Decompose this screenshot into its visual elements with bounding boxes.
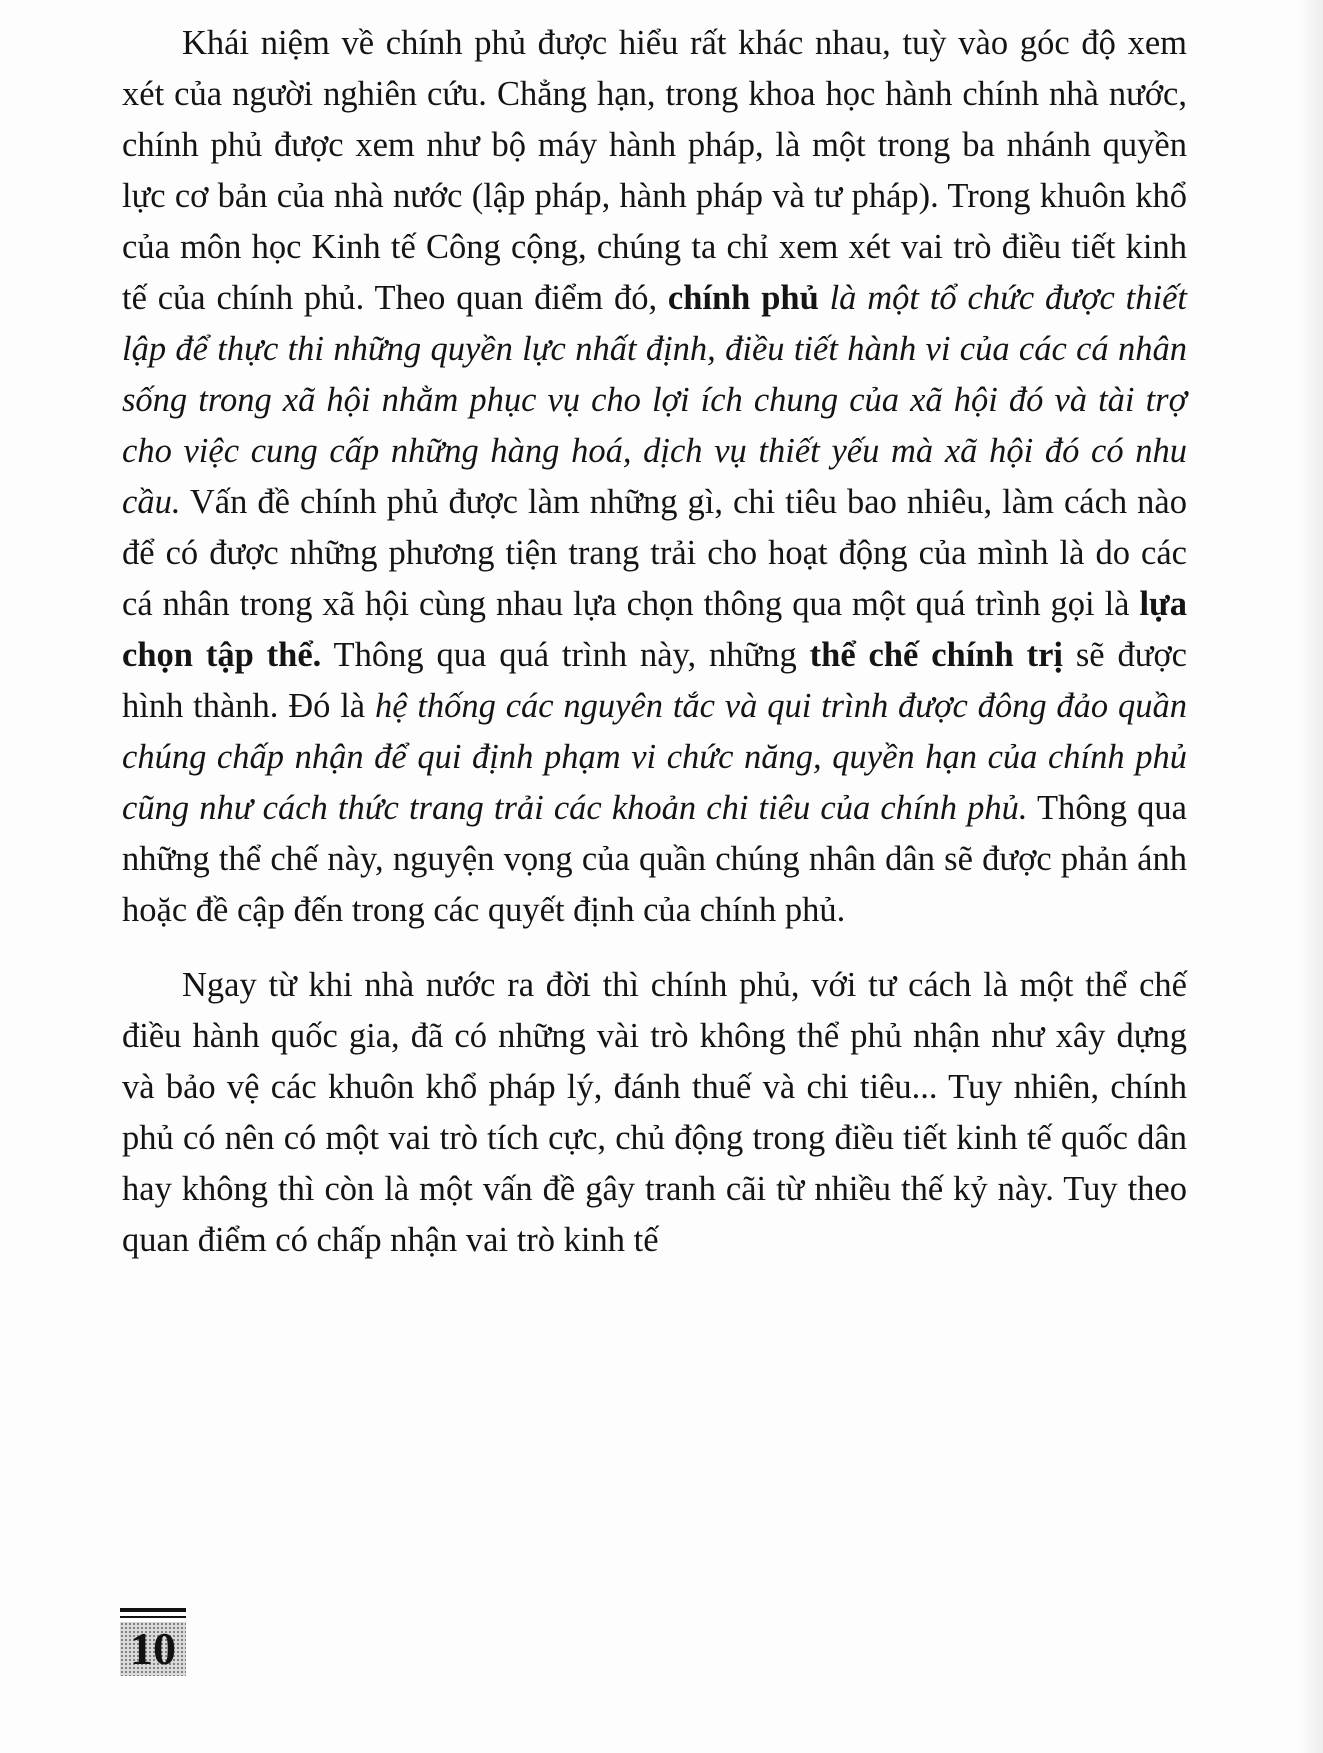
text-run: Thông qua quá trình này, những (321, 636, 810, 674)
term-chinh-phu: chính phủ (667, 279, 819, 317)
text-run: sẽ được hình thành. Đó là (122, 636, 1187, 725)
text-run: Khái niệm về chính phủ được hiểu rất khác nhau, tuỳ vào góc độ xem xét của người nghiên cứu. Chẳng hạn, trong khoa học hành chính nhà nước, chính phủ được xem như bộ máy hành pháp, là một trong ba nhánh quyền lực cơ bản của nhà nước (lập pháp, hành pháp và tư pháp). Trong khuôn khổ của môn học Kinh tế Công cộng, chúng ta chỉ xem xét vai trò điều tiết kinh tế của chính phủ. Theo quan điểm đó, (122, 24, 1187, 317)
definition-the-che-chinh-tri: hệ thống các nguyên tắc và qui trình được đông đảo quần chúng chấp nhận để qui định phạm vi chức năng, quyền hạn của chính phủ cũng như cách thức trang trải các khoản chi tiêu của chính phủ. (122, 687, 1187, 827)
text-run: Ngay từ khi nhà nước ra đời thì chính phủ, với tư cách là một thể chế điều hành quốc gia, đã có những vài trò không thể phủ nhận như xây dựng và bảo vệ các khuôn khổ pháp lý, đánh thuế và chi tiêu... Tuy nhiên, chính phủ có nên có một vai trò tích cực, chủ động trong điều tiết kinh tế quốc dân hay không thì còn là một vấn đề gây tranh cãi từ nhiều thế kỷ này. Tuy theo quan điểm có chấp nhận vai trò kinh tế (122, 966, 1187, 1259)
text-run: Thông qua những thể chế này, nguyện vọng của quần chúng nhân dân sẽ được phản ánh hoặc đề cập đến trong các quyết định của chính phủ. (122, 789, 1187, 929)
body-text (122, 18, 1187, 1266)
page-number: 10 (130, 1623, 176, 1674)
page-number-rule-thin (120, 1616, 186, 1618)
paragraph-government-concept (122, 18, 1187, 936)
term-the-che-chinh-tri: thể chế chính trị (809, 636, 1063, 674)
page-number-badge (120, 1608, 186, 1676)
page-edge-shadow (1297, 0, 1323, 1753)
page-number-rule-top (120, 1608, 186, 1612)
definition-chinh-phu: là một tổ chức được thiết lập để thực thi những quyền lực nhất định, điều tiết hành vi của các cá nhân sống trong xã hội nhằm phục vụ cho lợi ích chung của xã hội đó và tài trợ cho việc cung cấp những hàng hoá, dịch vụ thiết yếu mà xã hội đó có nhu cầu. (122, 279, 1187, 521)
text-run: Vấn đề chính phủ được làm những gì, chi tiêu bao nhiêu, làm cách nào để có được những phương tiện trang trải cho hoạt động của mình là do các cá nhân trong xã hội cùng nhau lựa chọn thông qua một quá trình gọi là (122, 483, 1187, 623)
term-lua-chon-tap-the: lựa chọn tập thể. (122, 585, 1187, 674)
paragraph-government-role (122, 960, 1187, 1266)
